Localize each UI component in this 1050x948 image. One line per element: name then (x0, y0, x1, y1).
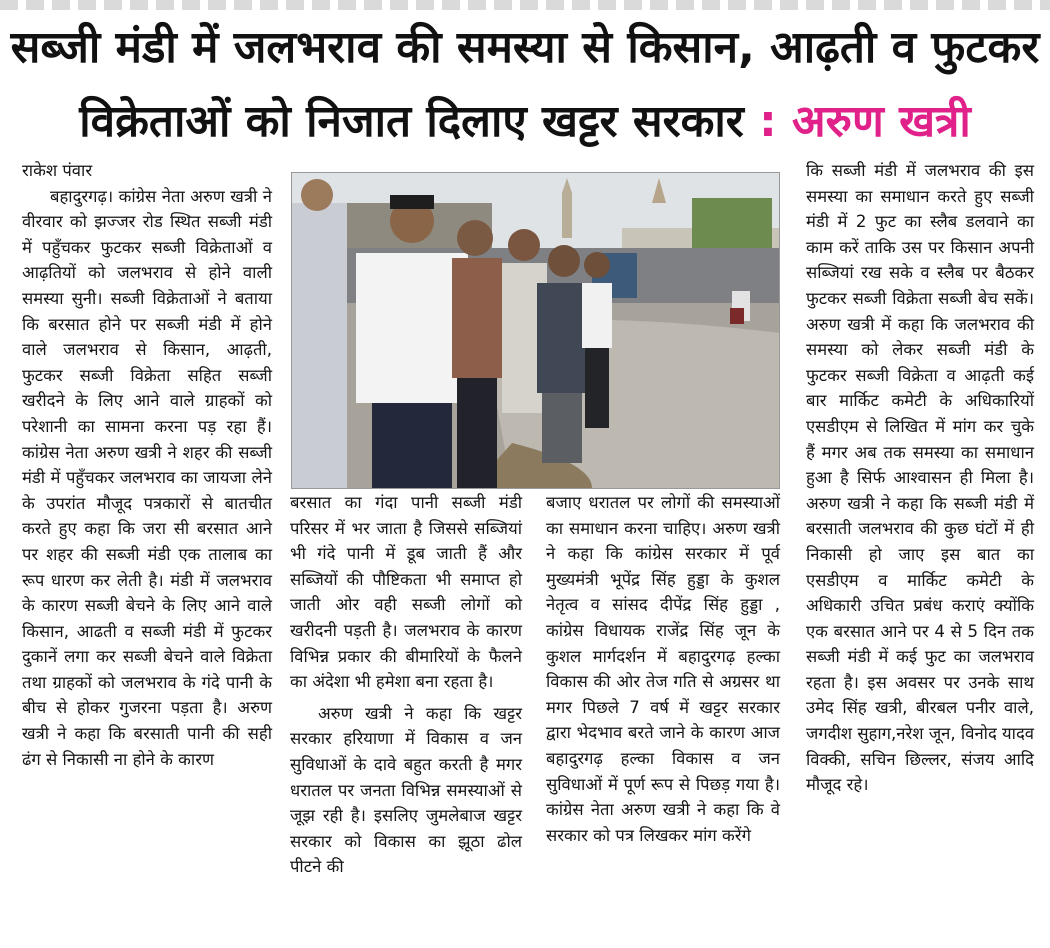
article-column-2-paragraph-1: बरसात का गंदा पानी सब्जी मंडी परिसर में भर जाता है जिससे सब्जियां भी गंदे पानी में डूब जाती हैं और सब्जियों की पौष्टिकता भी समाप्त हो जाती ओर वही सब्जी लोगों को खरीदनी पड़ती है। जलभराव के कारण विभिन्न प्रकार की बीमारियों के फैलने का अंदेशा भी हमेशा बना रहता है। (290, 493, 522, 692)
news-photo (291, 172, 780, 489)
byline: राकेश पंवार (22, 161, 93, 180)
article-column-1 (22, 158, 272, 772)
article-column-2-paragraph-2: अरुण खत्री ने कहा कि खट्टर सरकार हरियाणा में विकास व जन सुविधाओं के दावे बहुत करती है मगर धरातल पर जनता विभिन्न समस्याओं से जूझ रही है। इसलिए जुमलेबाज खट्टर सरकार को विकास का झूठा ढोल पीटने की (290, 703, 522, 877)
article-column-4 (806, 158, 1034, 798)
headline-line-2-main: विक्रेताओं को निजात दिलाए खट्टर सरकार (79, 96, 744, 147)
article-column-3 (546, 490, 780, 848)
headline-line-2 (0, 92, 1050, 152)
headline-line-1: सब्जी मंडी में जलभराव की समस्या से किसान, आढ़ती व फुटकर (10, 22, 1040, 73)
headline-name: अरुण खत्री (792, 96, 971, 147)
article-column-3-text: बजाए धरातल पर लोगों की समस्याओं का समाधान करना चाहिए। अरुण खत्री ने कहा कि कांग्रेस सरकार में पूर्व मुख्यमंत्री भूपेंद्र सिंह हुड्डा के कुशल नेतृत्व व सांसद दीपेंद्र सिंह हुड्डा , कांग्रेस विधायक राजेंद्र सिंह जून के कुशल मार्गदर्शन में बहादुरगढ़ हल्का विकास की ओर तेज गति से अग्रसर था मगर पिछले 7 वर्ष में खट्टर सरकार द्वारा भेदभाव बरते जाने के कारण आज बहादुरगढ़ हल्का विकास व जन सुविधाओं में पूर्ण रूप से पिछड़ गया है। कांग्रेस नेता अरुण खत्री ने कहा कि वे सरकार को पत्र लिखकर मांग करेंगे (546, 493, 780, 845)
news-photo-illustration (292, 173, 779, 488)
article-column-1-text: बहादुरगढ़। कांग्रेस नेता अरुण खत्री ने वीरवार को झज्जर रोड स्थित सब्जी मंडी में पहुँचकर फुटकर सब्जी विक्रेताओं व आढ़तियों को जलभराव से होने वाली समस्या सुनी। सब्जी विक्रेताओं ने बताया कि बरसात होने पर सब्जी मंडी में होने वाले जलभराव से किसान, आढ़ती, फुटकर सब्जी विक्रेता सहित सब्जी खरीदने के लिए आने वाले ग्राहकों को परेशानी का सामना करना पड़ रहा हैं। कांग्रेस नेता अरुण खत्री ने शहर की सब्जी मंडी में पहुँचकर जलभराव का जायजा लेने के उपरांत मौजूद पत्रकारों से बातचीत करते हुए कहा कि जरा सी बरसात आने पर शहर की सब्जी मंडी एक तालाब का रूप धारण कर लेती है। मंडी में जलभराव के कारण सब्जी बेचने के लिए आने वाले किसान, आढती व सब्जी मंडी में फुटकर दुकानें लगा कर सब्जी बेचने वाले विक्रेता तथा ग्राहकों को जलभराव के गंदे पानी के बीच से होकर गुजरना पड़ता है। अरुण खत्री ने कहा कि बरसाती पानी की सही ढंग से निकासी ना होने के कारण (22, 186, 272, 769)
article-column-4-text: कि सब्जी मंडी में जलभराव की इस समस्या का समाधान करते हुए सब्जी मंडी में 2 फुट का स्लैब डलवाने का काम करें ताकि उस पर किसान अपनी सब्जियां रख सके व स्लैब पर बैठकर फुटकर सब्जी विक्रेता सब्जी बेच सकें। अरुण खत्री में कहा कि जलभराव की समस्या को लेकर सब्जी मंडी के फुटकर सब्जी विक्रेता व आढ़ती कई बार मार्किट कमेटी के अधिकारियों एसडीएम से लिखित में मांग कर चुके हैं मगर अब तक समस्या का समाधान हुआ है सिर्फ आश्वासन ही मिला है। अरुण खत्री ने कहा कि सब्जी मंडी में बरसाती जलभराव की कुछ घंटों में ही निकासी हो जाए इस बात का एसडीएम व मार्किट कमेटी के अधिकारी उचित प्रबंध कराएं क्योंकि एक बरसात आने पर 4 से 5 दिन तक सब्जी मंडी में कई फुट का जलभराव रहता है। इस अवसर पर उनके साथ उमेद सिंह खत्री, बीरबल पनीर वाले, जगदीश सुहाग,नरेश जून, विनोद यादव विक्की, सचिन छिल्लर, संजय आदि मौजूद रहे। (806, 161, 1034, 795)
article-column-2 (290, 490, 522, 880)
cropped-top-text-strip (0, 0, 1050, 10)
headline-separator: : (743, 96, 793, 147)
